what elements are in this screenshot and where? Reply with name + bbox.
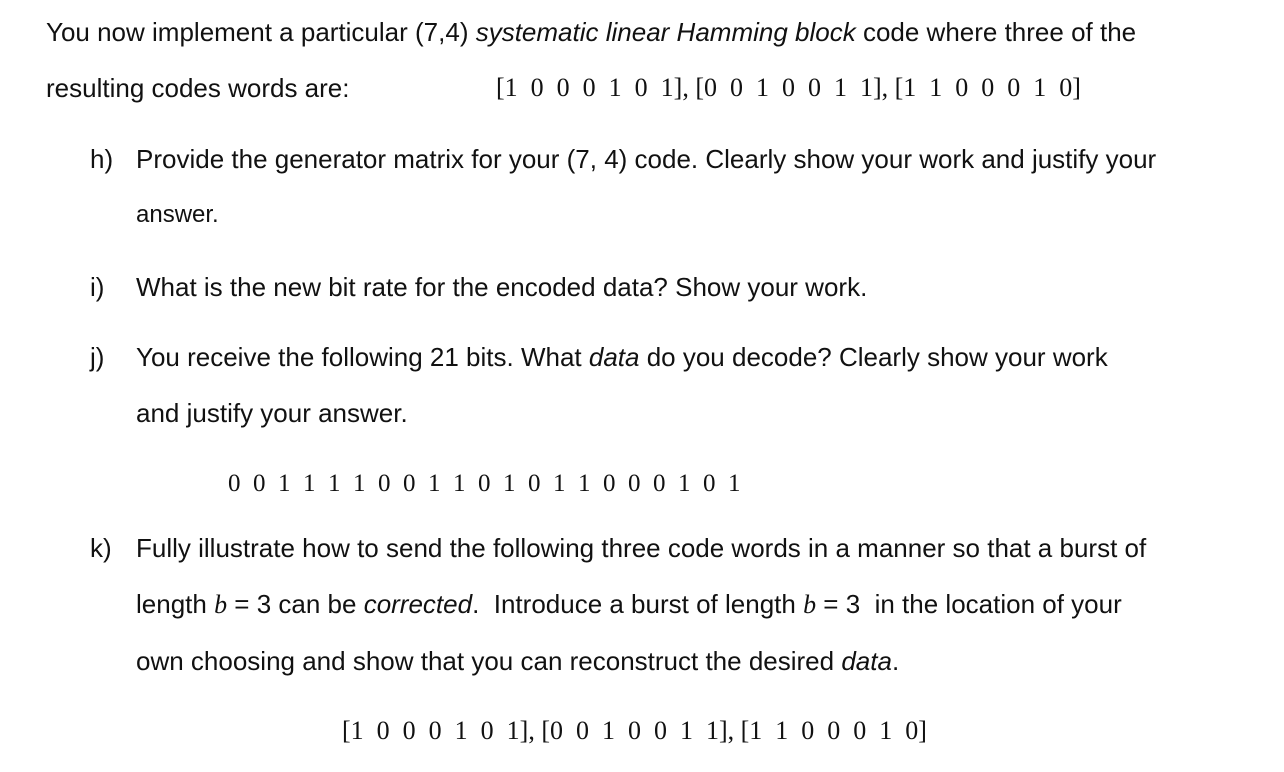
question-k-line-2 <box>136 588 1122 621</box>
question-k-text-e: . Introduce a burst of length <box>472 589 804 619</box>
burst-length-variable-2: b <box>803 590 817 619</box>
question-k-text-g: = 3 in the location of your <box>816 589 1122 619</box>
question-i-label: i) <box>90 272 105 302</box>
question-j-text-end: do you decode? Clearly show your work <box>639 342 1108 372</box>
question-k-text-3-end: . <box>891 646 900 676</box>
intro-codewords: [1 0 0 0 1 0 1], [0 0 1 0 0 1 1], [1 1 0 0 0 1 0] <box>496 73 1081 102</box>
question-j-italic-data: data <box>588 342 640 372</box>
question-h-line-2: answer. <box>136 201 219 228</box>
intro-line-2-label <box>46 72 349 104</box>
question-k-italic-corrected: corrected <box>363 589 473 619</box>
question-i-line-1: What is the new bit rate for the encoded data? Show your work. <box>136 272 868 302</box>
question-k-text-a: length <box>136 589 215 619</box>
intro-text-end: code where three of the <box>855 17 1137 47</box>
intro-text-start: You now implement a particular (7,4) <box>46 17 476 47</box>
intro-italic-phrase: systematic linear Hamming block <box>475 17 856 47</box>
question-j-line-2: and justify your answer. <box>136 398 408 428</box>
question-j-label: j) <box>90 342 105 372</box>
question-k-text-3-start: own choosing and show that you can reconstruct the desired <box>136 646 842 676</box>
burst-length-variable: b <box>214 590 228 619</box>
question-k-line-1: Fully illustrate how to send the following three code words in a manner so that a burst of <box>136 533 1147 563</box>
question-k-label: k) <box>90 533 112 563</box>
question-k-italic-data: data <box>841 646 892 676</box>
codewords-label: resulting codes words are: <box>46 73 350 103</box>
received-bits: 0 0 1 1 1 1 0 0 1 1 0 1 0 1 1 0 0 0 1 0 1 <box>228 470 741 497</box>
question-j-line-1 <box>136 341 1108 373</box>
question-k-text-c: = 3 can be <box>227 589 364 619</box>
question-h-line-1: Provide the generator matrix for your (7, 4) code. Clearly show your work and justify your <box>136 144 1157 174</box>
question-j-text-start: You receive the following 21 bits. What <box>136 342 589 372</box>
question-h-label: h) <box>90 144 114 174</box>
question-k-codewords: [1 0 0 0 1 0 1], [0 0 1 0 0 1 1], [1 1 0 0 0 1 0] <box>342 716 927 745</box>
question-k-line-3 <box>136 645 899 677</box>
intro-line-1 <box>46 16 1136 48</box>
